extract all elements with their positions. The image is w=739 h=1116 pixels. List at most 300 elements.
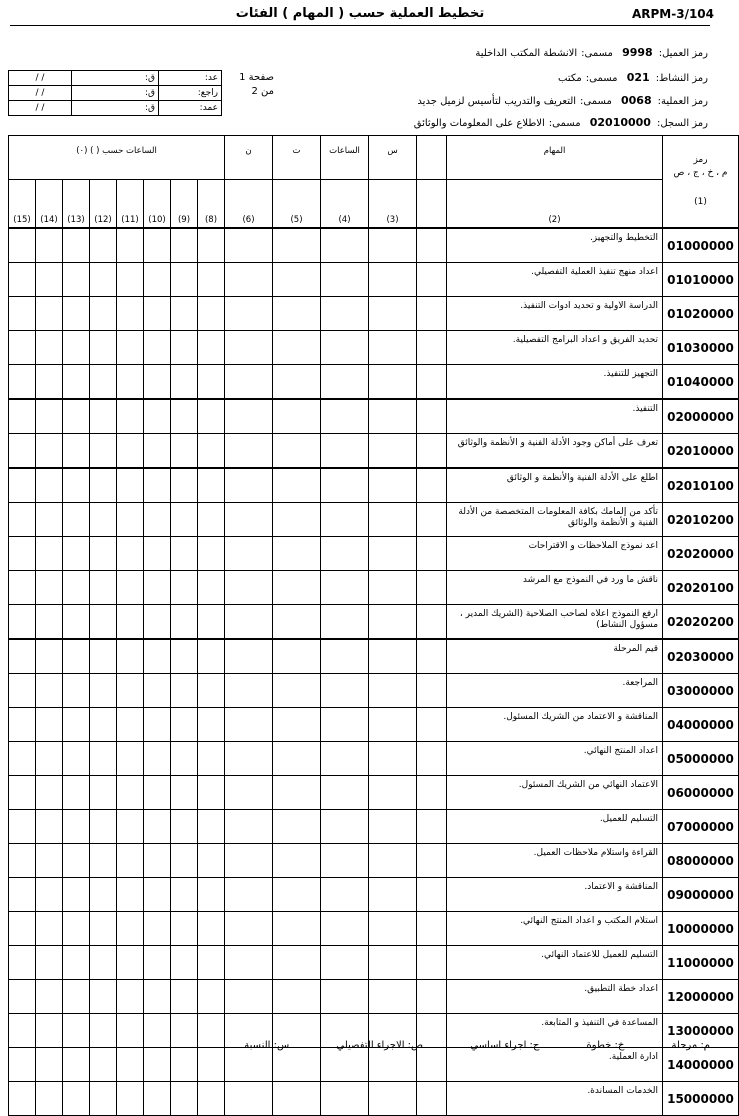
hours-cell[interactable]: [36, 571, 63, 605]
hours-cell[interactable]: [171, 331, 198, 365]
hours-cell[interactable]: [9, 263, 36, 297]
hours-cell[interactable]: [9, 810, 36, 844]
hours-cell[interactable]: [36, 878, 63, 912]
hours-cell[interactable]: [144, 708, 171, 742]
hours-cell[interactable]: [36, 742, 63, 776]
hours-cell[interactable]: [144, 878, 171, 912]
hours-cell[interactable]: [369, 674, 417, 708]
hours-cell[interactable]: [171, 639, 198, 674]
hours-cell[interactable]: [90, 639, 117, 674]
hours-cell[interactable]: [144, 810, 171, 844]
signoff-date[interactable]: / /: [9, 86, 72, 101]
hours-cell[interactable]: [171, 980, 198, 1014]
hours-cell[interactable]: [198, 365, 225, 400]
hours-cell[interactable]: [321, 263, 369, 297]
hours-cell[interactable]: [198, 946, 225, 980]
hours-cell[interactable]: [144, 1048, 171, 1082]
hours-cell[interactable]: [144, 639, 171, 674]
hours-cell[interactable]: [9, 228, 36, 263]
hours-cell[interactable]: [321, 468, 369, 503]
hours-cell[interactable]: [198, 399, 225, 434]
hours-cell[interactable]: [9, 468, 36, 503]
hours-cell[interactable]: [417, 878, 447, 912]
hours-cell[interactable]: [117, 1048, 144, 1082]
hours-cell[interactable]: [198, 331, 225, 365]
hours-cell[interactable]: [144, 571, 171, 605]
hours-cell[interactable]: [36, 1082, 63, 1116]
hours-cell[interactable]: [63, 980, 90, 1014]
hours-cell[interactable]: [9, 742, 36, 776]
hours-cell[interactable]: [144, 980, 171, 1014]
hours-cell[interactable]: [369, 878, 417, 912]
hours-cell[interactable]: [369, 742, 417, 776]
hours-cell[interactable]: [144, 946, 171, 980]
hours-cell[interactable]: [117, 399, 144, 434]
hours-cell[interactable]: [417, 639, 447, 674]
hours-cell[interactable]: [36, 399, 63, 434]
hours-cell[interactable]: [369, 776, 417, 810]
hours-cell[interactable]: [90, 912, 117, 946]
hours-cell[interactable]: [36, 810, 63, 844]
hours-cell[interactable]: [90, 1082, 117, 1116]
hours-cell[interactable]: [171, 810, 198, 844]
hours-cell[interactable]: [144, 912, 171, 946]
hours-cell[interactable]: [417, 434, 447, 469]
hours-cell[interactable]: [36, 708, 63, 742]
hours-cell[interactable]: [273, 331, 321, 365]
hours-cell[interactable]: [321, 708, 369, 742]
hours-cell[interactable]: [36, 844, 63, 878]
hours-cell[interactable]: [321, 365, 369, 400]
hours-cell[interactable]: [63, 708, 90, 742]
hours-cell[interactable]: [36, 434, 63, 469]
hours-cell[interactable]: [417, 468, 447, 503]
hours-cell[interactable]: [9, 399, 36, 434]
hours-cell[interactable]: [63, 674, 90, 708]
hours-cell[interactable]: [225, 776, 273, 810]
hours-cell[interactable]: [321, 571, 369, 605]
hours-cell[interactable]: [63, 365, 90, 400]
hours-cell[interactable]: [90, 980, 117, 1014]
hours-cell[interactable]: [225, 263, 273, 297]
hours-cell[interactable]: [144, 537, 171, 571]
hours-cell[interactable]: [9, 331, 36, 365]
hours-cell[interactable]: [417, 297, 447, 331]
hours-cell[interactable]: [117, 434, 144, 469]
hours-cell[interactable]: [171, 297, 198, 331]
hours-cell[interactable]: [225, 434, 273, 469]
hours-cell[interactable]: [36, 674, 63, 708]
hours-cell[interactable]: [171, 537, 198, 571]
hours-cell[interactable]: [144, 434, 171, 469]
hours-cell[interactable]: [321, 810, 369, 844]
hours-cell[interactable]: [198, 708, 225, 742]
hours-cell[interactable]: [63, 263, 90, 297]
hours-cell[interactable]: [9, 674, 36, 708]
hours-cell[interactable]: [273, 228, 321, 263]
hours-cell[interactable]: [273, 537, 321, 571]
hours-cell[interactable]: [225, 331, 273, 365]
hours-cell[interactable]: [90, 708, 117, 742]
hours-cell[interactable]: [9, 639, 36, 674]
hours-cell[interactable]: [321, 912, 369, 946]
hours-cell[interactable]: [225, 605, 273, 640]
hours-cell[interactable]: [117, 878, 144, 912]
hours-cell[interactable]: [198, 776, 225, 810]
hours-cell[interactable]: [171, 434, 198, 469]
hours-cell[interactable]: [144, 742, 171, 776]
hours-cell[interactable]: [90, 1048, 117, 1082]
hours-cell[interactable]: [273, 980, 321, 1014]
hours-cell[interactable]: [225, 297, 273, 331]
hours-cell[interactable]: [321, 776, 369, 810]
hours-cell[interactable]: [198, 878, 225, 912]
hours-cell[interactable]: [369, 228, 417, 263]
hours-cell[interactable]: [273, 605, 321, 640]
signoff-signature[interactable]: ق:: [72, 71, 159, 86]
hours-cell[interactable]: [90, 776, 117, 810]
hours-cell[interactable]: [63, 605, 90, 640]
hours-cell[interactable]: [36, 365, 63, 400]
hours-cell[interactable]: [417, 365, 447, 400]
hours-cell[interactable]: [117, 228, 144, 263]
hours-cell[interactable]: [171, 605, 198, 640]
hours-cell[interactable]: [198, 263, 225, 297]
hours-cell[interactable]: [171, 708, 198, 742]
hours-cell[interactable]: [417, 228, 447, 263]
hours-cell[interactable]: [171, 912, 198, 946]
hours-cell[interactable]: [63, 297, 90, 331]
hours-cell[interactable]: [273, 503, 321, 537]
hours-cell[interactable]: [369, 434, 417, 469]
hours-cell[interactable]: [36, 468, 63, 503]
hours-cell[interactable]: [321, 537, 369, 571]
hours-cell[interactable]: [321, 434, 369, 469]
hours-cell[interactable]: [198, 434, 225, 469]
hours-cell[interactable]: [171, 742, 198, 776]
hours-cell[interactable]: [369, 946, 417, 980]
hours-cell[interactable]: [63, 742, 90, 776]
hours-cell[interactable]: [321, 674, 369, 708]
hours-cell[interactable]: [9, 912, 36, 946]
hours-cell[interactable]: [417, 912, 447, 946]
hours-cell[interactable]: [225, 844, 273, 878]
hours-cell[interactable]: [117, 503, 144, 537]
hours-cell[interactable]: [273, 434, 321, 469]
hours-cell[interactable]: [36, 503, 63, 537]
hours-cell[interactable]: [63, 844, 90, 878]
hours-cell[interactable]: [273, 844, 321, 878]
hours-cell[interactable]: [90, 605, 117, 640]
hours-cell[interactable]: [369, 468, 417, 503]
hours-cell[interactable]: [198, 980, 225, 1014]
hours-cell[interactable]: [9, 1082, 36, 1116]
hours-cell[interactable]: [225, 399, 273, 434]
hours-cell[interactable]: [321, 331, 369, 365]
hours-cell[interactable]: [369, 297, 417, 331]
hours-cell[interactable]: [9, 844, 36, 878]
hours-cell[interactable]: [417, 776, 447, 810]
hours-cell[interactable]: [90, 946, 117, 980]
hours-cell[interactable]: [117, 946, 144, 980]
hours-cell[interactable]: [144, 674, 171, 708]
hours-cell[interactable]: [144, 1082, 171, 1116]
hours-cell[interactable]: [171, 228, 198, 263]
hours-cell[interactable]: [144, 605, 171, 640]
hours-cell[interactable]: [273, 776, 321, 810]
hours-cell[interactable]: [171, 946, 198, 980]
hours-cell[interactable]: [144, 503, 171, 537]
hours-cell[interactable]: [144, 776, 171, 810]
hours-cell[interactable]: [144, 331, 171, 365]
hours-cell[interactable]: [321, 980, 369, 1014]
hours-cell[interactable]: [144, 844, 171, 878]
hours-cell[interactable]: [273, 639, 321, 674]
hours-cell[interactable]: [198, 674, 225, 708]
hours-cell[interactable]: [198, 468, 225, 503]
hours-cell[interactable]: [198, 571, 225, 605]
hours-cell[interactable]: [171, 844, 198, 878]
signoff-date[interactable]: / /: [9, 71, 72, 86]
hours-cell[interactable]: [90, 331, 117, 365]
hours-cell[interactable]: [273, 399, 321, 434]
hours-cell[interactable]: [225, 537, 273, 571]
hours-cell[interactable]: [225, 365, 273, 400]
hours-cell[interactable]: [321, 503, 369, 537]
hours-cell[interactable]: [117, 605, 144, 640]
hours-cell[interactable]: [117, 810, 144, 844]
hours-cell[interactable]: [198, 537, 225, 571]
hours-cell[interactable]: [36, 912, 63, 946]
hours-cell[interactable]: [417, 674, 447, 708]
hours-cell[interactable]: [36, 776, 63, 810]
hours-cell[interactable]: [63, 571, 90, 605]
hours-cell[interactable]: [144, 263, 171, 297]
hours-cell[interactable]: [273, 742, 321, 776]
hours-cell[interactable]: [369, 708, 417, 742]
hours-cell[interactable]: [9, 434, 36, 469]
hours-cell[interactable]: [171, 1048, 198, 1082]
hours-cell[interactable]: [417, 742, 447, 776]
hours-cell[interactable]: [63, 228, 90, 263]
hours-cell[interactable]: [144, 297, 171, 331]
hours-cell[interactable]: [90, 844, 117, 878]
hours-cell[interactable]: [36, 1048, 63, 1082]
hours-cell[interactable]: [198, 810, 225, 844]
hours-cell[interactable]: [63, 503, 90, 537]
hours-cell[interactable]: [36, 228, 63, 263]
hours-cell[interactable]: [321, 639, 369, 674]
hours-cell[interactable]: [9, 537, 36, 571]
signoff-date[interactable]: / /: [9, 101, 72, 116]
hours-cell[interactable]: [117, 912, 144, 946]
hours-cell[interactable]: [9, 503, 36, 537]
hours-cell[interactable]: [63, 537, 90, 571]
hours-cell[interactable]: [369, 810, 417, 844]
hours-cell[interactable]: [273, 365, 321, 400]
hours-cell[interactable]: [171, 1082, 198, 1116]
hours-cell[interactable]: [117, 980, 144, 1014]
hours-cell[interactable]: [36, 980, 63, 1014]
hours-cell[interactable]: [36, 331, 63, 365]
hours-cell[interactable]: [63, 639, 90, 674]
hours-cell[interactable]: [417, 1048, 447, 1082]
hours-cell[interactable]: [225, 708, 273, 742]
hours-cell[interactable]: [9, 571, 36, 605]
hours-cell[interactable]: [321, 946, 369, 980]
hours-cell[interactable]: [321, 1048, 369, 1082]
hours-cell[interactable]: [90, 399, 117, 434]
hours-cell[interactable]: [9, 708, 36, 742]
hours-cell[interactable]: [321, 297, 369, 331]
hours-cell[interactable]: [171, 503, 198, 537]
hours-cell[interactable]: [171, 571, 198, 605]
hours-cell[interactable]: [90, 365, 117, 400]
hours-cell[interactable]: [171, 878, 198, 912]
hours-cell[interactable]: [36, 263, 63, 297]
hours-cell[interactable]: [90, 434, 117, 469]
hours-cell[interactable]: [273, 1048, 321, 1082]
hours-cell[interactable]: [90, 571, 117, 605]
hours-cell[interactable]: [117, 263, 144, 297]
hours-cell[interactable]: [273, 810, 321, 844]
hours-cell[interactable]: [90, 674, 117, 708]
hours-cell[interactable]: [417, 946, 447, 980]
hours-cell[interactable]: [117, 742, 144, 776]
hours-cell[interactable]: [117, 468, 144, 503]
hours-cell[interactable]: [198, 605, 225, 640]
hours-cell[interactable]: [273, 674, 321, 708]
hours-cell[interactable]: [369, 1048, 417, 1082]
hours-cell[interactable]: [369, 537, 417, 571]
hours-cell[interactable]: [90, 228, 117, 263]
hours-cell[interactable]: [273, 297, 321, 331]
hours-cell[interactable]: [198, 503, 225, 537]
signoff-signature[interactable]: ق:: [72, 101, 159, 116]
hours-cell[interactable]: [171, 263, 198, 297]
hours-cell[interactable]: [417, 399, 447, 434]
hours-cell[interactable]: [369, 503, 417, 537]
hours-cell[interactable]: [369, 980, 417, 1014]
hours-cell[interactable]: [90, 537, 117, 571]
hours-cell[interactable]: [273, 946, 321, 980]
hours-cell[interactable]: [117, 331, 144, 365]
hours-cell[interactable]: [225, 1048, 273, 1082]
hours-cell[interactable]: [117, 844, 144, 878]
hours-cell[interactable]: [369, 399, 417, 434]
hours-cell[interactable]: [63, 878, 90, 912]
hours-cell[interactable]: [273, 708, 321, 742]
hours-cell[interactable]: [225, 674, 273, 708]
hours-cell[interactable]: [198, 912, 225, 946]
hours-cell[interactable]: [198, 844, 225, 878]
hours-cell[interactable]: [321, 228, 369, 263]
hours-cell[interactable]: [321, 605, 369, 640]
hours-cell[interactable]: [117, 776, 144, 810]
hours-cell[interactable]: [198, 1082, 225, 1116]
hours-cell[interactable]: [144, 228, 171, 263]
hours-cell[interactable]: [417, 708, 447, 742]
hours-cell[interactable]: [198, 1048, 225, 1082]
hours-cell[interactable]: [225, 639, 273, 674]
hours-cell[interactable]: [9, 776, 36, 810]
hours-cell[interactable]: [321, 742, 369, 776]
hours-cell[interactable]: [417, 571, 447, 605]
hours-cell[interactable]: [225, 468, 273, 503]
hours-cell[interactable]: [225, 228, 273, 263]
hours-cell[interactable]: [9, 878, 36, 912]
hours-cell[interactable]: [90, 503, 117, 537]
hours-cell[interactable]: [417, 844, 447, 878]
hours-cell[interactable]: [144, 365, 171, 400]
hours-cell[interactable]: [369, 571, 417, 605]
hours-cell[interactable]: [198, 742, 225, 776]
hours-cell[interactable]: [225, 503, 273, 537]
hours-cell[interactable]: [273, 1082, 321, 1116]
hours-cell[interactable]: [369, 639, 417, 674]
hours-cell[interactable]: [36, 297, 63, 331]
hours-cell[interactable]: [9, 605, 36, 640]
hours-cell[interactable]: [369, 1082, 417, 1116]
hours-cell[interactable]: [417, 605, 447, 640]
hours-cell[interactable]: [225, 980, 273, 1014]
hours-cell[interactable]: [63, 946, 90, 980]
hours-cell[interactable]: [63, 331, 90, 365]
hours-cell[interactable]: [369, 844, 417, 878]
hours-cell[interactable]: [321, 844, 369, 878]
hours-cell[interactable]: [117, 1082, 144, 1116]
hours-cell[interactable]: [225, 946, 273, 980]
hours-cell[interactable]: [63, 399, 90, 434]
hours-cell[interactable]: [9, 297, 36, 331]
hours-cell[interactable]: [117, 674, 144, 708]
hours-cell[interactable]: [9, 980, 36, 1014]
hours-cell[interactable]: [171, 399, 198, 434]
hours-cell[interactable]: [321, 399, 369, 434]
hours-cell[interactable]: [117, 708, 144, 742]
hours-cell[interactable]: [36, 605, 63, 640]
hours-cell[interactable]: [171, 776, 198, 810]
hours-cell[interactable]: [225, 1082, 273, 1116]
hours-cell[interactable]: [321, 1082, 369, 1116]
hours-cell[interactable]: [90, 810, 117, 844]
hours-cell[interactable]: [369, 605, 417, 640]
hours-cell[interactable]: [9, 365, 36, 400]
hours-cell[interactable]: [9, 946, 36, 980]
hours-cell[interactable]: [273, 571, 321, 605]
hours-cell[interactable]: [321, 878, 369, 912]
hours-cell[interactable]: [63, 468, 90, 503]
hours-cell[interactable]: [9, 1048, 36, 1082]
hours-cell[interactable]: [225, 912, 273, 946]
hours-cell[interactable]: [417, 263, 447, 297]
hours-cell[interactable]: [36, 946, 63, 980]
hours-cell[interactable]: [369, 263, 417, 297]
hours-cell[interactable]: [90, 468, 117, 503]
hours-cell[interactable]: [369, 365, 417, 400]
hours-cell[interactable]: [225, 571, 273, 605]
signoff-signature[interactable]: ق:: [72, 86, 159, 101]
hours-cell[interactable]: [417, 980, 447, 1014]
hours-cell[interactable]: [225, 810, 273, 844]
hours-cell[interactable]: [369, 331, 417, 365]
hours-cell[interactable]: [273, 878, 321, 912]
hours-cell[interactable]: [273, 468, 321, 503]
hours-cell[interactable]: [63, 912, 90, 946]
hours-cell[interactable]: [90, 263, 117, 297]
hours-cell[interactable]: [273, 263, 321, 297]
hours-cell[interactable]: [171, 468, 198, 503]
